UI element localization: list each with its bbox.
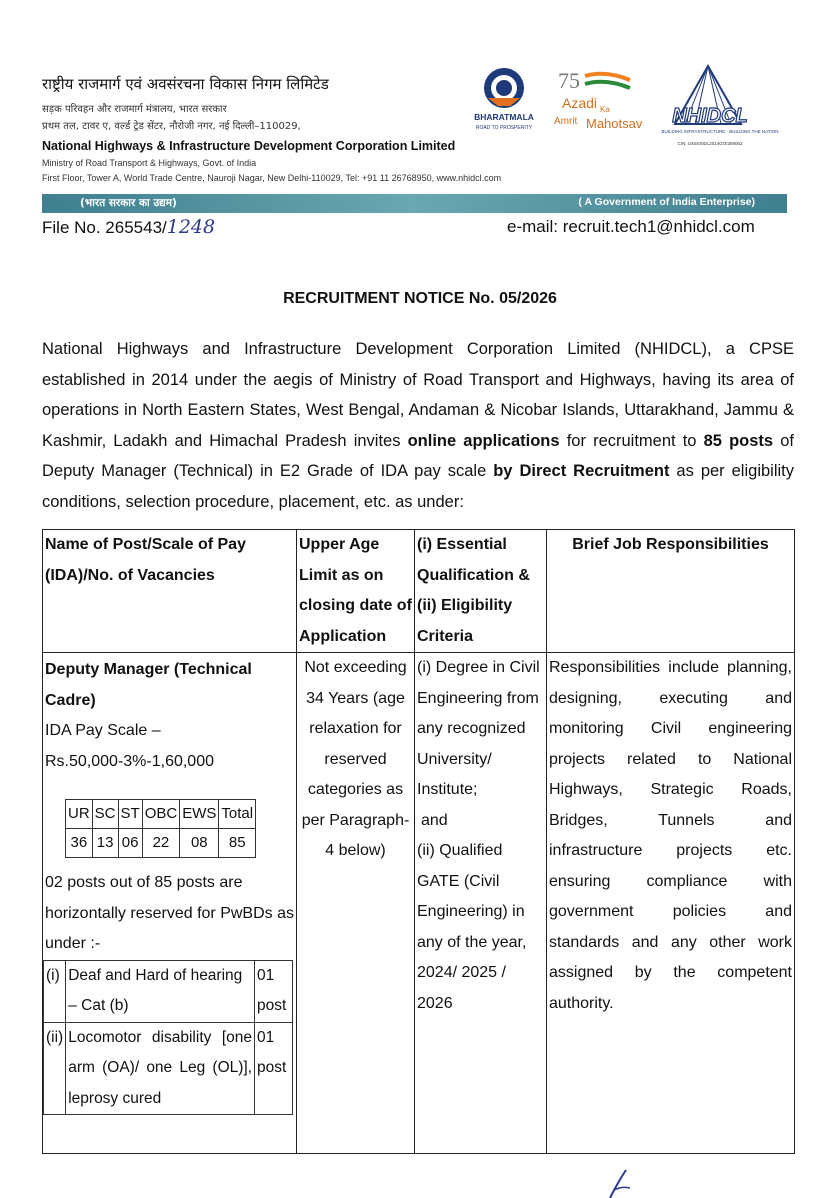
ka-text: Ka [600,105,610,114]
recruitment-table [42,529,795,1154]
cin-number: CIN: U45400DL2014GOI269062 [677,141,743,146]
english-company-name: National Highways & Infrastructure Development Corporation Limited [42,139,456,153]
header-qualification: (i) Essential Qualification & (ii) Eligibility Criteria [415,530,547,653]
intro-p2: for recruitment to [559,431,704,450]
file-number [42,216,215,238]
intro-b2: 85 posts [703,431,774,450]
qualification-cell [415,653,547,1154]
reservation-value: 06 [118,829,142,858]
reservation-value: 08 [180,829,219,858]
qualification-and: and [421,811,448,829]
pwbd-count: 01 post [255,960,293,1022]
post-title: Deputy Manager (Technical Cadre) [45,661,252,709]
band-hindi: (भारत सरकार का उद्यम) [80,197,177,209]
notice-title: RECRUITMENT NOTICE No. 05/2026 [283,290,557,307]
band-english: ( A Government of India Enterprise) [578,196,755,208]
pwbd-description: Locomotor disability [one arm (OA)/ one Leg (OL)], leprosy cured [66,1022,255,1115]
reservation-header: SC [92,800,118,829]
qualification-gate: (ii) Qualified GATE (Civil Engineering) in any of the year, 2024/ 2025 / 2026 [417,842,527,1012]
email-address: e-mail: recruit.tech1@nhidcl.com [507,217,755,236]
hindi-company-name: राष्ट्रीय राजमार्ग एवं अवसंरचना विकास निगम लिमिटेड [42,75,329,93]
header-post: Name of Post/Scale of Pay (IDA)/No. of Vacancies [43,530,297,653]
bharatmala-logo [474,68,534,131]
reservation-header: EWS [180,800,219,829]
bharatmala-sub: ROAD TO PROSPERITY [475,125,533,131]
reservation-header: ST [118,800,142,829]
intro-b3: by Direct Recruitment [493,462,670,481]
pwbd-table [43,960,293,1116]
logo-strip [470,62,790,154]
pwbd-row [44,960,293,1022]
english-address: First Floor, Tower A, World Trade Centre, Nauroji Nagar, New Delhi-110029, Tel: +91 11 26768950, www.nhidcl.com [42,173,502,183]
nhidcl-label: NHIDCL [672,105,748,127]
hindi-address: प्रथम तल, टावर ए, वर्ल्ड ट्रेड सेंटर, नौरोजी नगर, नई दिल्ली–110029, [42,121,301,132]
post-cell [43,653,297,1154]
pwbd-count: 01 post [255,1022,293,1115]
pwbd-number: (ii) [44,1022,66,1115]
signature-mark [596,1168,636,1198]
pay-scale-label: IDA Pay Scale – [45,722,161,739]
amrit-text: Amrit [554,116,578,127]
header-age: Upper Age Limit as on closing date of Application [297,530,415,653]
nhidcl-tagline: BUILDING INFRASTRUCTURE · BUILDING THE NATION [661,129,779,134]
intro-b1: online applications [407,431,560,450]
responsibilities-cell: Responsibilities include planning, designing, executing and monitoring Civil engineering projects related to National Highways, Strategic Roads, Bridges, Tunnels and infrastructure projects etc. ensuring compliance with government policies and standards and any other work assigned by the competent authority. [547,653,795,1154]
reservation-header: Total [219,800,256,829]
pwbd-description: Deaf and Hard of hearing – Cat (b) [66,960,255,1022]
reservation-header-row [66,800,256,829]
qualification-degree: (i) Degree in Civil Engineering from any recognized University/ Institute; [417,659,540,798]
intro-p3: of Deputy Manager (Technical) in E2 Grade of IDA pay scale [42,431,794,481]
azadi-logo [554,68,643,131]
intro-p1: National Highways and Infrastructure Development Corporation Limited (NHIDCL), a CPSE established in 2014 under the aegis of Ministry of Road Transport and Highways, having its area of operations in North Eastern States, West Bengal, Andaman & Nicobar Islands, Uttarakhand, Jammu & Kashmir, Ladakh and Himachal Pradesh invites [42,340,794,450]
nhidcl-logo [661,66,778,146]
reservation-header: OBC [142,800,180,829]
header-band [42,194,787,213]
reservation-value: 13 [92,829,118,858]
english-ministry: Ministry of Road Transport & Highways, Govt. of India [42,158,257,168]
reservation-table [65,799,256,858]
table-row [43,653,795,1154]
mahotsav-text: Mahotsav [586,116,643,131]
header-responsibilities: Brief Job Responsibilities [547,530,795,653]
age-cell: Not exceeding 34 Years (age relaxation for reserved categories as per Paragraph-4 below) [297,653,415,1154]
file-number-handwritten: 1248 [166,216,216,238]
pwbd-row [44,1022,293,1115]
pay-scale-value: Rs.50,000-3%-1,60,000 [45,752,214,770]
reservation-value: 85 [219,829,256,858]
azadi-75: 75 [558,68,580,93]
intro-paragraph [42,334,794,518]
bharatmala-label: BHARATMALA [474,112,534,122]
reservation-header: UR [66,800,93,829]
reservation-value: 22 [142,829,180,858]
logos-graphic [470,62,790,154]
reservation-value-row [66,829,256,858]
file-number-label: File No. 265543/ [42,218,167,237]
pwbd-number: (i) [44,960,66,1022]
hindi-ministry: सड़क परिवहन और राजमार्ग मंत्रालय, भारत सरकार [42,104,227,115]
reservation-value: 36 [66,829,93,858]
table-header-row [43,530,795,653]
azadi-text: Azadi [562,95,598,111]
pwbd-note: 02 posts out of 85 posts are horizontally reserved for PwBDs as under :- [45,874,294,952]
intro-p4: as per eligibility conditions, selection procedure, placement, etc. as under: [42,462,794,511]
